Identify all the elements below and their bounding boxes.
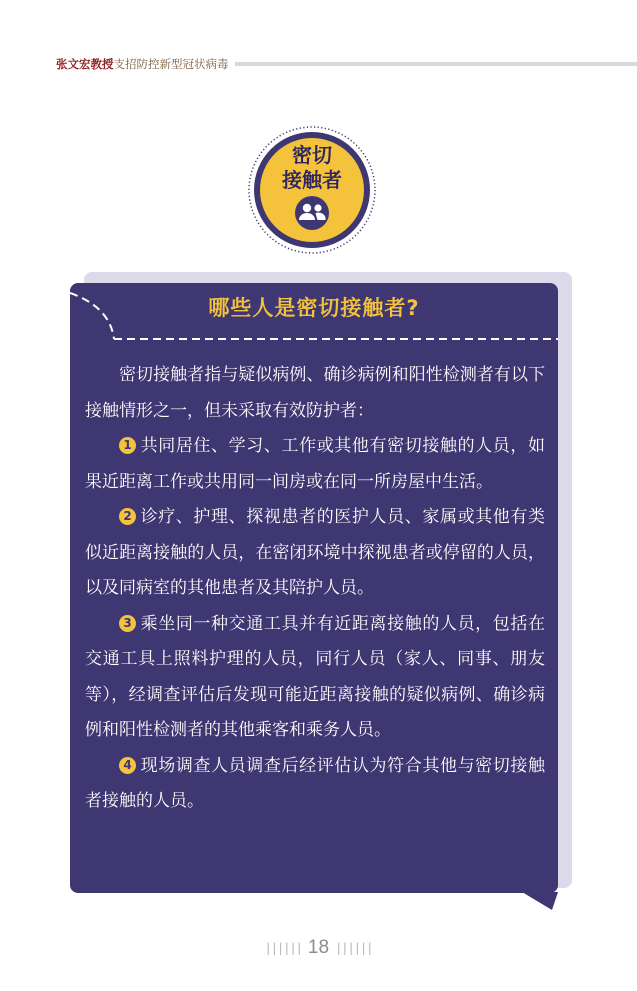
list-item: 1 共同居住、学习、工作或其他有密切接触的人员，如果近距离工作或共用同一间房或在同一所房屋中生活。 (85, 436, 545, 492)
list-item: 4 现场调查人员调查后经评估认为符合其他与密切接触者接触的人员。 (85, 755, 545, 811)
number-badge: 2 (119, 508, 136, 525)
number-badge: 4 (119, 757, 136, 774)
list-item: 3 乘坐同一种交通工具并有近距离接触的人员，包括在交通工具上照料护理的人员，同行人员（家人、同事、朋友等），经调查评估后发现可能近距离接触的疑似病例、确诊病例和阳性检测者的其他乘客和乘务人员。 (85, 613, 545, 740)
page-number: 18 (307, 937, 330, 958)
footer-ticks-left: |||||| (264, 941, 302, 955)
header-rule (235, 62, 637, 66)
running-header (56, 56, 637, 72)
author-name: 张文宏教授 (56, 57, 114, 71)
card-title: 哪些人是密切接触者? (208, 296, 420, 320)
number-badge: 3 (119, 615, 136, 632)
page-footer (0, 937, 637, 959)
badge-line2: 接触者 (282, 168, 342, 192)
list-item: 2 诊疗、护理、探视患者的医护人员、家属或其他有类似近距离接触的人员，在密闭环境中探视患者或停留的人员，以及同病室的其他患者及其陪护人员。 (85, 507, 545, 598)
card-body (85, 358, 545, 820)
card-tail (522, 892, 562, 910)
intro-paragraph: 密切接触者指与疑似病例、确诊病例和阳性检测者有以下接触情形之一，但未采取有效防护者： (85, 365, 545, 421)
close-contact-badge (248, 126, 376, 254)
footer-ticks-right: |||||| (335, 941, 373, 955)
book-subtitle: 支招防控新型冠状病毒 (113, 57, 229, 71)
badge-line1: 密切 (292, 143, 332, 167)
people-icon (295, 196, 329, 230)
number-badge: 1 (119, 437, 136, 454)
book-title (56, 56, 229, 72)
